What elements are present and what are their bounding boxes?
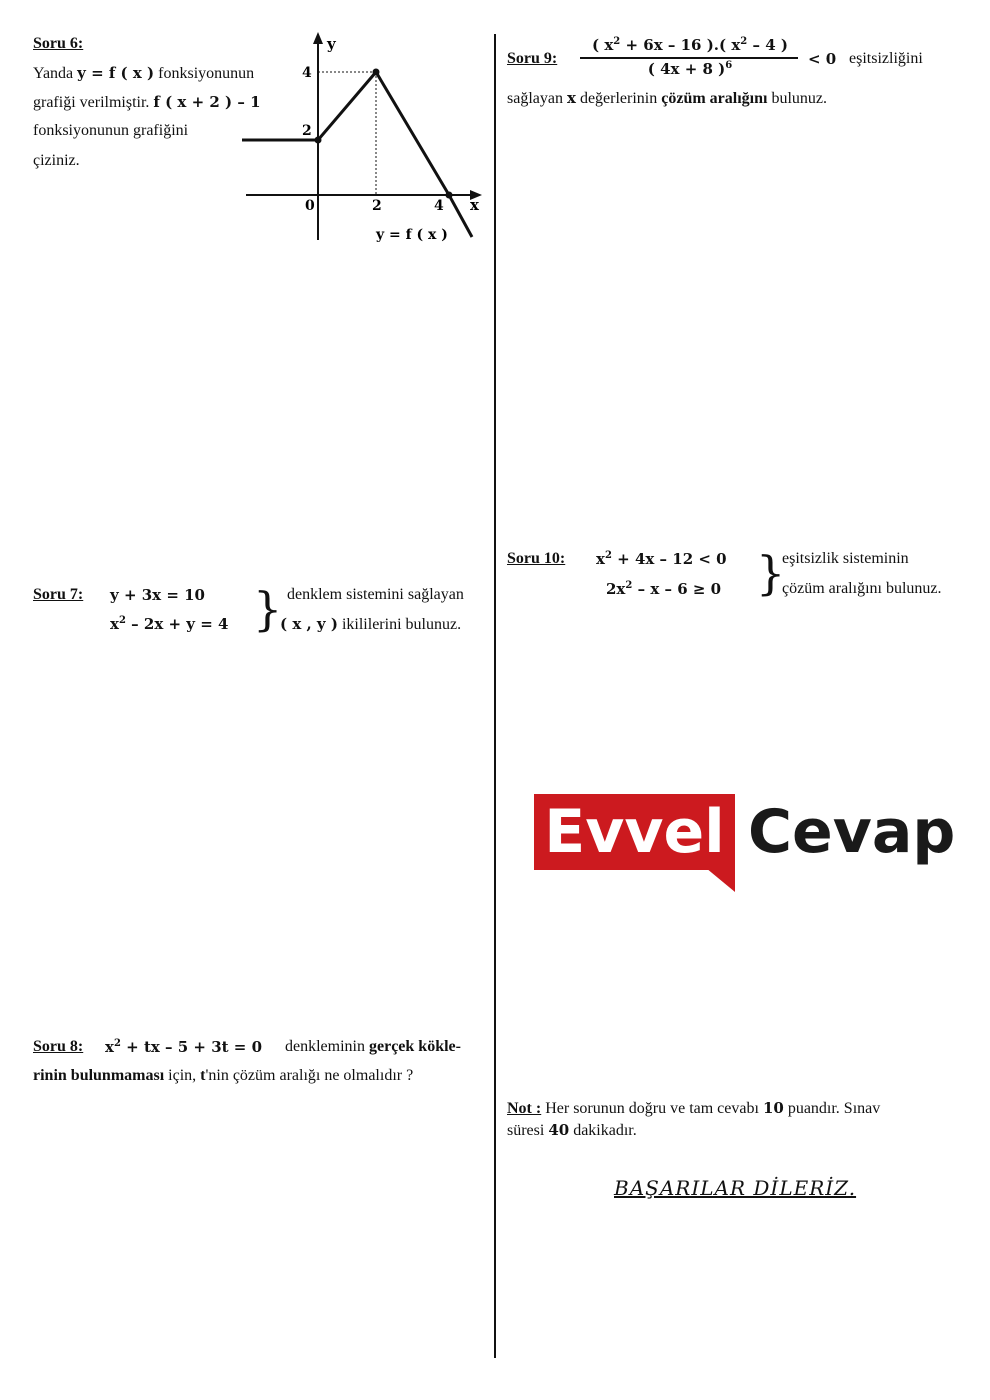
point-4-0 <box>446 192 453 199</box>
math-fx: y = f ( x ) <box>77 64 155 82</box>
question-6-line4: çiziniz. <box>33 152 80 169</box>
graph-caption: y = f ( x ) <box>376 227 448 243</box>
question-8-text1: denkleminin gerçek kökle- <box>285 1038 461 1055</box>
x-tick-2: 2 <box>372 198 382 214</box>
inequality-1: $x^2 + 4x - 12 < 0$ <box>596 550 727 568</box>
function-graph <box>238 30 488 250</box>
point-0-2 <box>315 137 322 144</box>
y-axis-label: y <box>327 35 336 53</box>
y-tick-4: 4 <box>302 65 312 81</box>
question-7-text1: denklem sistemini sağlayan <box>287 586 464 603</box>
point-2-4 <box>373 69 380 76</box>
fraction-bar <box>580 57 798 59</box>
x-tick-4: 4 <box>434 198 444 214</box>
y-tick-2: 2 <box>302 123 312 139</box>
equation-2: $x^2 - 2x + y = 4$ <box>110 615 229 633</box>
closing-message: BAŞARILAR DİLERİZ. <box>614 1176 857 1200</box>
column-divider <box>494 34 496 1358</box>
question-6-label: Soru 6: <box>33 35 84 52</box>
question-6-line3: fonksiyonunun grafiğini <box>33 122 189 139</box>
question-10-text2: çözüm aralığını bulunuz. <box>782 580 942 597</box>
question-10-label: Soru 10: <box>507 550 566 567</box>
logo-speech-tail <box>700 868 740 894</box>
equation: $x^2$ + tx – 5 + 3t = 0 <box>105 1038 263 1056</box>
question-9-text1: eşitsizliğini <box>849 50 923 67</box>
note-line2: süresi 40 dakikadır. <box>507 1121 637 1139</box>
note-line1: Not : Her sorunun doğru ve tam cevabı 10 puandır. Sınav <box>507 1099 881 1117</box>
logo-text-dark: Cevap <box>748 797 956 867</box>
note-label: Not : <box>507 1100 542 1117</box>
logo-red-box: Evvel <box>534 794 735 870</box>
question-8-text2: rinin bulunmaması için, t'nin çözüm aralığı ne olmalıdır ? <box>33 1067 414 1084</box>
question-6-line2: grafiği verilmiştir. f ( x + 2 ) – 1 <box>33 93 261 111</box>
question-7-label: Soru 7: <box>33 586 84 603</box>
fraction-numerator: ( $x^2 + 6x - 16$ ).( $x^2 - 4$ ) <box>592 36 788 54</box>
inequality-sign: < 0 <box>808 50 837 68</box>
math-transform: f ( x + 2 ) – 1 <box>153 93 261 111</box>
brace-right: } <box>756 546 786 600</box>
x-axis-label: x <box>470 196 479 214</box>
equation-1: y + 3x = 10 <box>110 586 205 604</box>
question-6-line1: Yanda y = f ( x ) fonksiyonunun <box>33 64 255 82</box>
y-axis-arrow <box>313 32 323 44</box>
fraction-denominator: ( 4x + 8 )$^6$ <box>647 60 733 78</box>
question-7-text2: ( x , y ) ikililerini bulunuz. <box>280 615 462 633</box>
brace-right: } <box>253 582 283 636</box>
x-tick-0: 0 <box>305 198 315 214</box>
inequality-2: $2x^2 - x - 6 \ge 0$ <box>606 580 722 598</box>
question-8-label: Soru 8: <box>33 1038 84 1055</box>
question-9-label: Soru 9: <box>507 50 558 67</box>
question-9-text2: sağlayan x değerlerinin çözüm aralığını bulunuz. <box>507 89 827 107</box>
question-10-text1: eşitsizlik sisteminin <box>782 550 909 567</box>
